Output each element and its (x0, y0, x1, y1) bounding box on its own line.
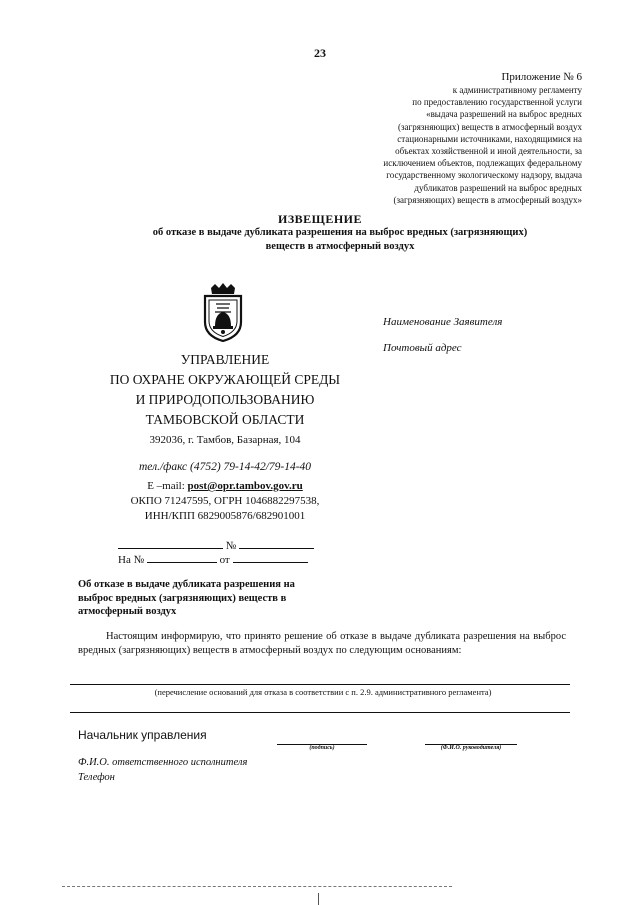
signature-note: (подпись) (309, 745, 335, 751)
reasons-note: (перечисление оснований для отказа в соответствии с п. 2.9. административного регламента) (154, 687, 492, 697)
inn-kpp: ИНН/КПП 6829005876/682901001 (144, 510, 306, 522)
reference-number-line (118, 551, 308, 566)
on-number-label: На № (118, 554, 145, 566)
reference-number-blank (147, 551, 217, 563)
organization-telfax: тел./факс (4752) 79-14-42/79-14-40 (138, 461, 312, 473)
applicant-name-label: Наименование Заявителя (383, 316, 503, 328)
divider-line (70, 712, 570, 713)
notice-subtitle (110, 226, 570, 254)
reference-date-blank (233, 551, 308, 563)
head-name-note: (Ф.И.О. руководителя) (440, 745, 502, 751)
organization-line: ПО ОХРАНЕ ОКРУЖАЮЩЕЙ СРЕДЫ (109, 372, 341, 387)
number-sign: № (225, 540, 237, 552)
okpo-ogrn: ОКПО 71247595, ОГРН 1046882297538, (130, 495, 320, 507)
appendix-block (312, 70, 582, 206)
page-number: 23 (314, 46, 326, 60)
appendix-line: (загрязняющих) веществ в атмосферный воздух» (393, 194, 582, 205)
appendix-line: по предоставлению государственной услуги (412, 97, 582, 108)
email-label: E –mail: (147, 480, 188, 492)
executor-name-label: Ф.И.О. ответственного исполнителя (78, 757, 248, 768)
outgoing-date-blank (118, 537, 223, 549)
organization-name (90, 350, 360, 430)
notice-subtitle-line: об отказе в выдаче дубликата разрешения на выброс вредных (загрязняющих) (152, 227, 528, 238)
email-link[interactable]: post@opr.tambov.gov.ru (187, 480, 303, 492)
subject-line: Об отказе в выдаче дубликата разрешения на (78, 579, 295, 590)
postal-address-label: Почтовый адрес (383, 342, 462, 354)
appendix-line: к административному регламенту (452, 85, 582, 95)
notice-title: ИЗВЕЩЕНИЕ (277, 212, 363, 226)
appendix-line: объектах хозяйственной и иной деятельности, за (395, 146, 582, 157)
organization-line: УПРАВЛЕНИЕ (180, 352, 270, 367)
appendix-title: Приложение № 6 (501, 71, 582, 83)
appendix-line: исключением объектов, подлежащих федеральному (383, 158, 582, 169)
outgoing-number-line (118, 537, 314, 552)
scan-artifact-mark (318, 893, 319, 905)
email-line (90, 479, 360, 494)
letter-subject (78, 578, 358, 619)
appendix-line: «выдача разрешений на выброс вредных (426, 109, 582, 120)
outgoing-number-blank (239, 537, 314, 549)
organization-requisites (90, 479, 360, 524)
appendix-line: стационарными источниками, находящимися на (397, 133, 582, 144)
appendix-line: (загрязняющих) веществ в атмосферный воздух (397, 121, 582, 132)
organization-line: ТАМБОВСКОЙ ОБЛАСТИ (145, 412, 305, 427)
body-text: Настоящим информирую, что принято решение об отказе в выдаче дубликата разрешения на выброс вредных (загрязняющих) веществ в атмосферный воздух по следующим основаниям: (78, 631, 566, 656)
notice-subtitle-line: веществ в атмосферный воздух (265, 241, 415, 252)
head-of-department-label: Начальник управления (78, 728, 207, 742)
scan-artifact-line (62, 886, 452, 887)
organization-address: 392036, г. Тамбов, Базарная, 104 (149, 434, 301, 446)
subject-line: атмосферный воздух (78, 606, 177, 617)
from-label: от (219, 554, 230, 566)
tambov-coat-of-arms-icon (201, 282, 245, 342)
phone-label: Телефон (78, 772, 115, 783)
appendix-line: государственному экологическому надзору, выдача (386, 170, 582, 181)
appendix-line: дубликатов разрешений на выброс вредных (414, 182, 582, 193)
reasons-blank-line (70, 684, 570, 685)
subject-line: выброс вредных (загрязняющих) веществ в (78, 592, 287, 604)
organization-line: И ПРИРОДОПОЛЬЗОВАНИЮ (135, 392, 315, 407)
